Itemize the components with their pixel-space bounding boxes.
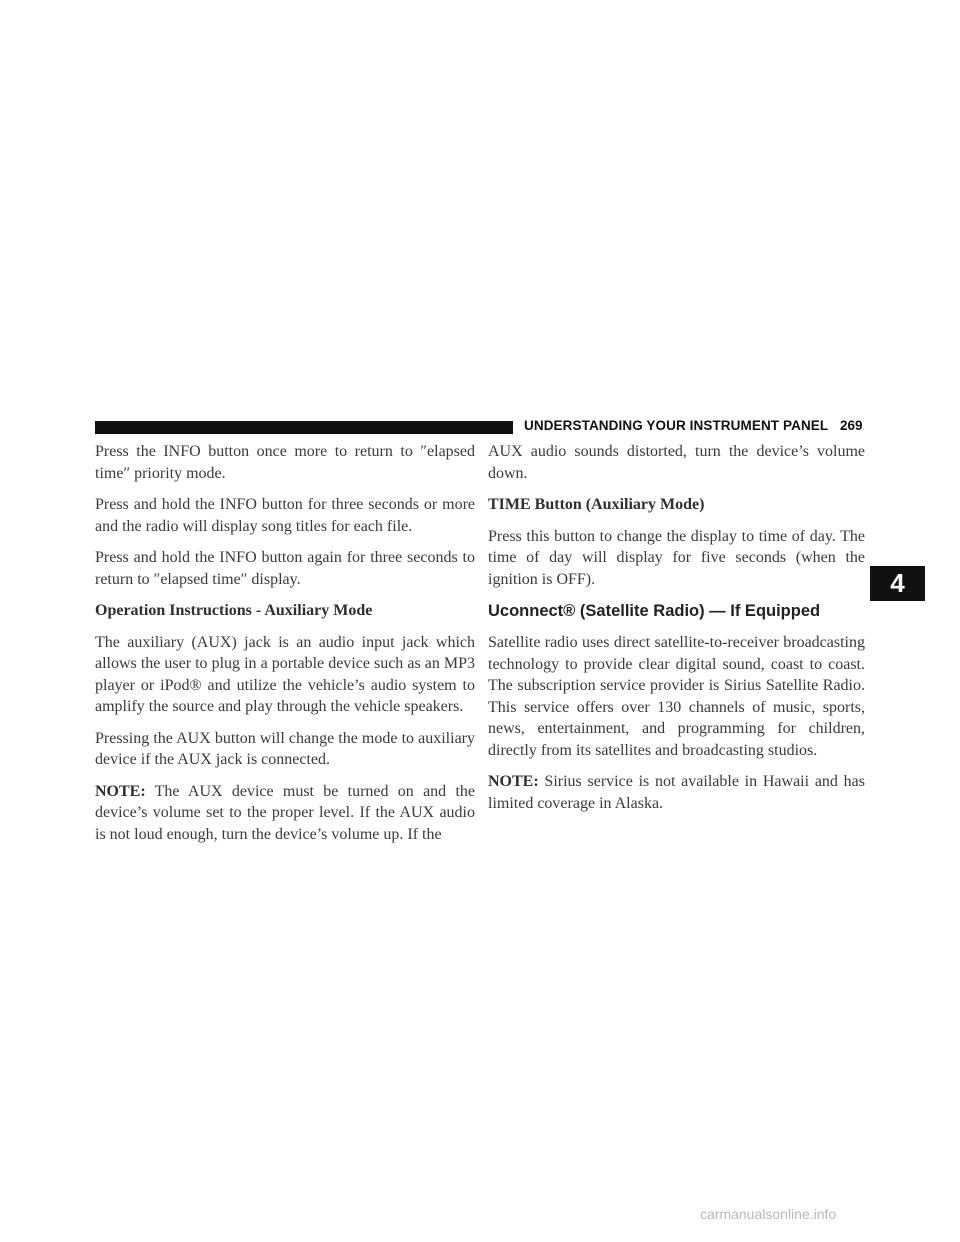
paragraph-info-elapsed: Press the INFO button once more to return to ″elapsed time″ priority mode. (95, 443, 475, 482)
paragraph-aux-button: Pressing the AUX button will change the mode to auxiliary device if the AUX jack is connected. (95, 729, 475, 768)
paragraph-aux-jack: The auxiliary (AUX) jack is an audio input jack which allows the user to plug in a portable device such as an MP3 player or iPod® and utilize the vehicle’s audio system to amplify the source and play through the vehicle speakers. (95, 633, 475, 715)
heading-time-button: TIME Button (Auxiliary Mode) (488, 496, 705, 513)
heading-satellite-radio: Uconnect® (Satellite Radio) — If Equipped (488, 602, 821, 620)
left-column (95, 441, 475, 855)
paragraph-info-return: Press and hold the INFO button again for three seconds to return to ″elapsed time″ display. (95, 549, 475, 588)
right-column (488, 441, 865, 824)
note-text: Sirius service is not available in Hawaii and has limited coverage in Alaska. (488, 773, 865, 812)
watermark-text: carmanualsonline.info (700, 1206, 837, 1222)
paragraph-aux-distorted: AUX audio sounds distorted, turn the device’s volume down. (488, 443, 865, 482)
header-rule-bar (95, 421, 513, 434)
page-number: 269 (840, 418, 863, 433)
paragraph-satellite-description: Satellite radio uses direct satellite-to-receiver broadcasting technology to provide clear digital sound, coast to coast. The subscription service provider is Sirius Satellite Radio. This service offers over 130 channels of music, sports, news, entertainment, and programming for children, directly from its satellites and broadcasting studios. (488, 634, 865, 759)
note-text: The AUX device must be turned on and the device’s volume set to the proper level. If the AUX audio is not loud enough, turn the device’s volume up. If the (95, 782, 475, 843)
chapter-tab: 4 (870, 566, 925, 601)
note-label: NOTE: (95, 782, 146, 800)
paragraph-time-display: Press this button to change the display to time of day. The time of day will display for five seconds (when the ignition is OFF). (488, 527, 865, 588)
note-sirius-coverage (488, 771, 865, 814)
note-aux-volume (95, 781, 475, 846)
note-label: NOTE: (488, 773, 539, 790)
paragraph-info-hold: Press and hold the INFO button for three seconds or more and the radio will display song titles for each file. (95, 496, 475, 535)
heading-auxiliary-mode: Operation Instructions - Auxiliary Mode (95, 602, 373, 619)
running-header-title: UNDERSTANDING YOUR INSTRUMENT PANEL (524, 418, 829, 433)
